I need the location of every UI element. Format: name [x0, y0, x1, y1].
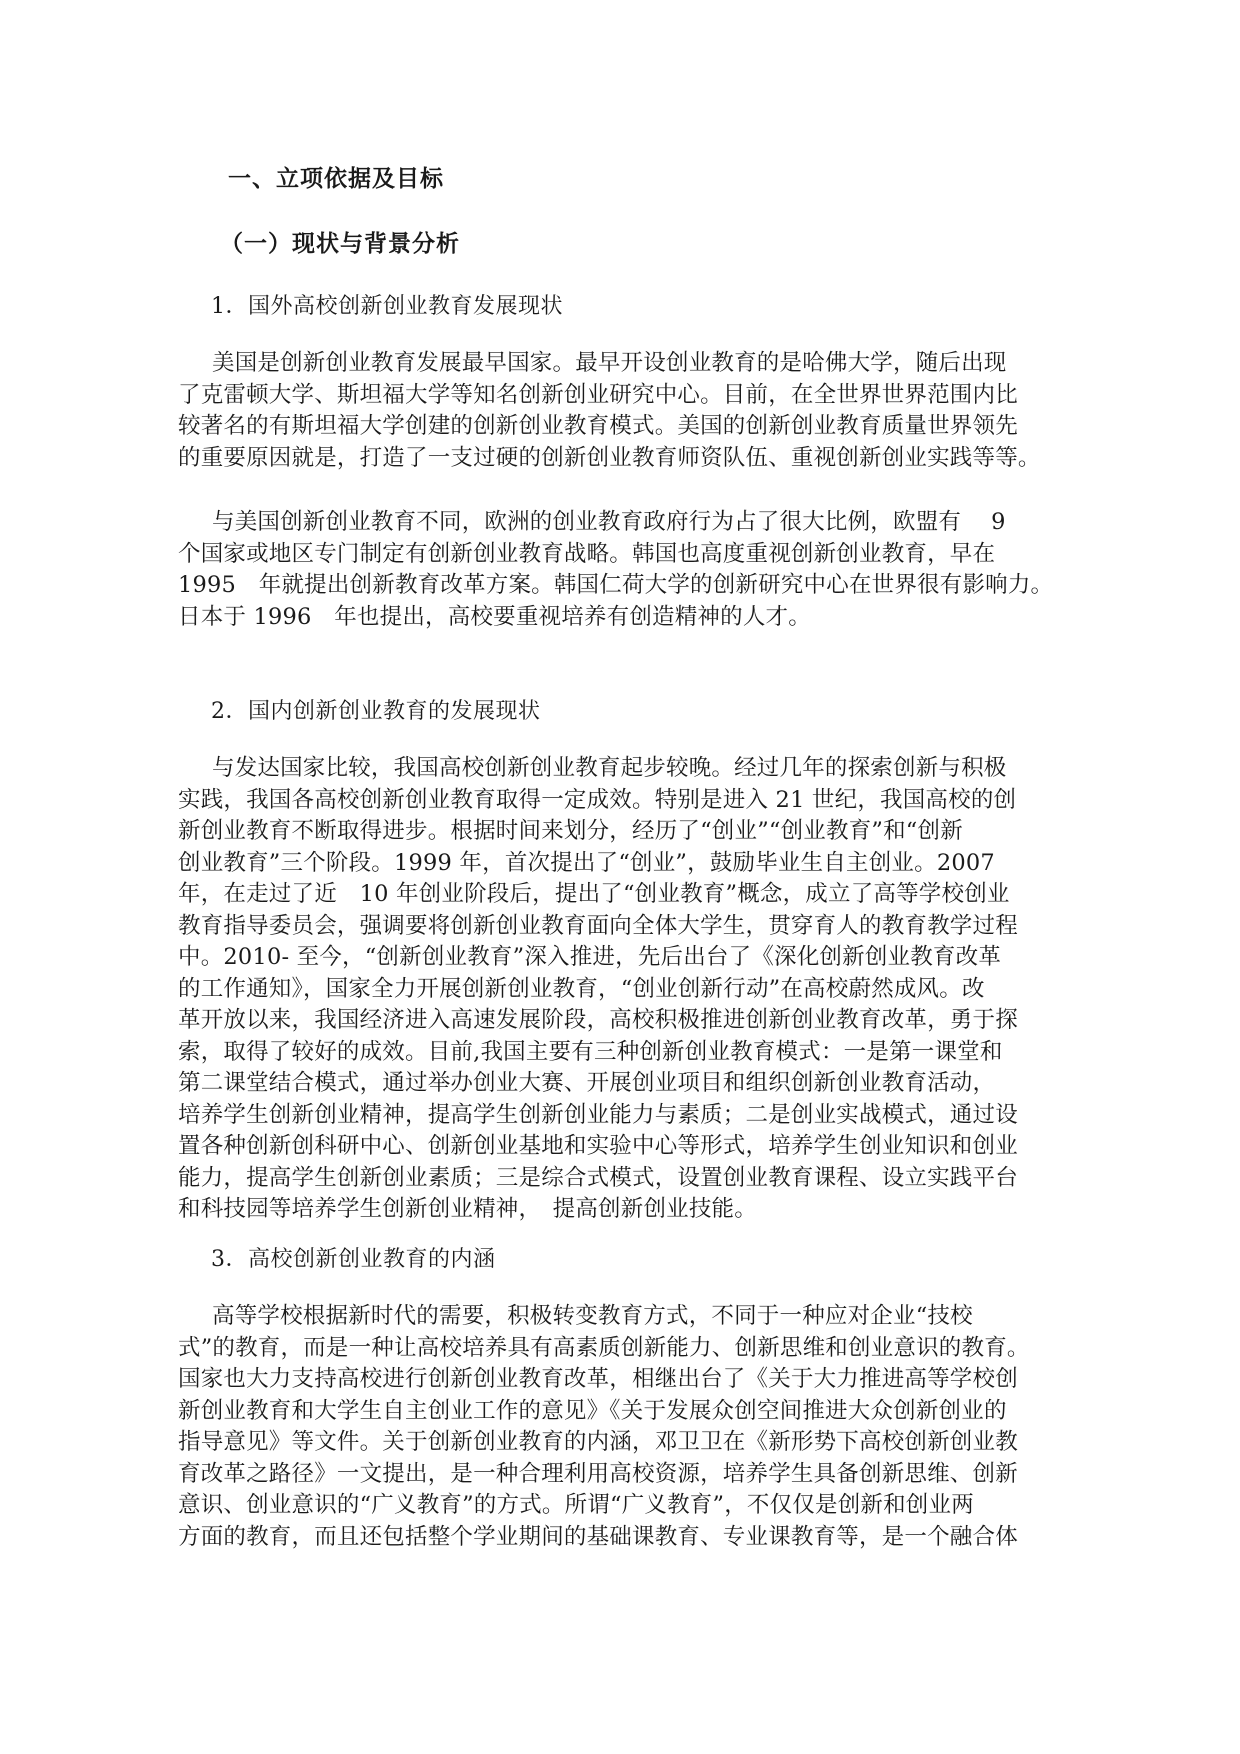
section-title-domestic: 2．国内创新创业教育的发展现状: [211, 699, 541, 724]
paragraph-line: 置各种创新创科研中心、创新创业基地和实验中心等形式，培养学生创业知识和创业: [178, 1133, 1018, 1159]
heading-basis-and-goals: 一、立项依据及目标: [228, 165, 444, 192]
paragraph-line: 意识、创业意识的“广义教育”的方式。所谓“广义教育”，不仅仅是创新和创业两: [178, 1492, 974, 1518]
paragraph-line: 教育指导委员会，强调要将创新创业教育面向全体大学生，贯穿育人的教育教学过程: [178, 912, 1018, 939]
paragraph-line: 较著名的有斯坦福大学创建的创新创业教育模式。美国的创新创业教育质量世界领先: [178, 413, 1018, 439]
paragraph-line: 和科技园等培养学生创新创业精神， 提高创新创业技能。: [178, 1196, 757, 1222]
paragraph-line: 年，在走过了近 10 年创业阶段后，提出了“创业教育”概念，成立了高等学校创业: [178, 881, 1010, 907]
paragraph-line: 高等学校根据新时代的需要，积极转变教育方式，不同于一种应对企业“技校: [212, 1303, 973, 1329]
paragraph-line: 个国家或地区专门制定有创新创业教育战略。韩国也高度重视创新创业教育，早在: [178, 540, 996, 567]
paragraph-line: 创业教育”三个阶段。1999 年，首次提出了“创业”，鼓励毕业生自主创业。2007: [178, 849, 995, 876]
paragraph-line: 革开放以来，我国经济进入高速发展阶段，高校积极推进创新创业教育改革，勇于探: [178, 1007, 1018, 1033]
paragraph-line: 日本于 1996 年也提出，高校要重视培养有创造精神的人才。: [178, 603, 811, 630]
paragraph-line: 新创业教育和大学生自主创业工作的意见》《关于发展众创空间推进大众创新创业的: [178, 1397, 1007, 1424]
paragraph-line: 式”的教育，而是一种让高校培养具有高素质创新能力、创新思维和创业意识的教育。: [178, 1334, 1030, 1361]
paragraph-line: 方面的教育，而且还包括整个学业期间的基础课教育、专业课教育等，是一个融合体: [178, 1523, 1018, 1550]
paragraph-usa: [178, 348, 1098, 474]
paragraph-line: 美国是创新创业教育发展最早国家。最早开设创业教育的是哈佛大学，随后出现: [212, 350, 1007, 376]
section-title-foreign: 1．国外高校创新创业教育发展现状: [211, 294, 563, 319]
paragraph-europe-asia: [178, 507, 1098, 633]
paragraph-line: 能力，提高学生创新创业素质；三是综合式模式，设置创业教育课程、设立实践平台: [178, 1164, 1018, 1191]
paragraph-domestic: [178, 753, 1098, 1226]
paragraph-line: 指导意见》等文件。关于创新创业教育的内涵，邓卫卫在《新形势下高校创新创业教: [178, 1429, 1018, 1455]
paragraph-line: 中。2010- 至今，“创新创业教育”深入推进，先后出台了《深化创新创业教育改革: [178, 944, 1002, 970]
paragraph-line: 索，取得了较好的成效。目前,我国主要有三种创新创业教育模式：一是第一课堂和: [178, 1038, 1003, 1065]
paragraph-line: 实践，我国各高校创新创业教育取得一定成效。特别是进入 21 世纪，我国高校的创: [178, 786, 1017, 813]
paragraph-line: 培养学生创新创业精神，提高学生创新创业能力与素质；二是创业实战模式，通过设: [178, 1101, 1018, 1128]
paragraph-line: 育改革之路径》一文提出，是一种合理利用高校资源，培养学生具备创新思维、创新: [178, 1460, 1018, 1487]
paragraph-line: 与发达国家比较，我国高校创新创业教育起步较晚。经过几年的探索创新与积极: [212, 755, 1007, 781]
paragraph-connotation: [178, 1301, 1098, 1553]
paragraph-line: 了克雷顿大学、斯坦福大学等知名创新创业研究中心。目前，在全世界世界范围内比: [178, 381, 1018, 408]
paragraph-line: 国家也大力支持高校进行创新创业教育改革，相继出台了《关于大力推进高等学校创: [178, 1366, 1018, 1392]
paragraph-line: 与美国创新创业教育不同，欧洲的创业教育政府行为占了很大比例，欧盟有 9: [212, 509, 1006, 535]
paragraph-line: 新创业教育不断取得进步。根据时间来划分，经历了“创业”“创业教育”和“创新: [178, 818, 963, 844]
heading-status-background: （一）现状与背景分析: [220, 230, 460, 257]
paragraph-line: 的工作通知》，国家全力开展创新创业教育，“创业创新行动”在高校蔚然成风。改: [178, 975, 985, 1002]
paragraph-line: 1995 年就提出创新教育改革方案。韩国仁荷大学的创新研究中心在世界很有影响力。: [178, 572, 1054, 598]
paragraph-line: 的重要原因就是，打造了一支过硬的创新创业教育师资队伍、重视创新创业实践等等。: [178, 444, 1041, 471]
paragraph-line: 第二课堂结合模式，通过举办创业大赛、开展创业项目和组织创新创业教育活动，: [178, 1070, 996, 1096]
section-title-connotation: 3．高校创新创业教育的内涵: [211, 1247, 496, 1272]
